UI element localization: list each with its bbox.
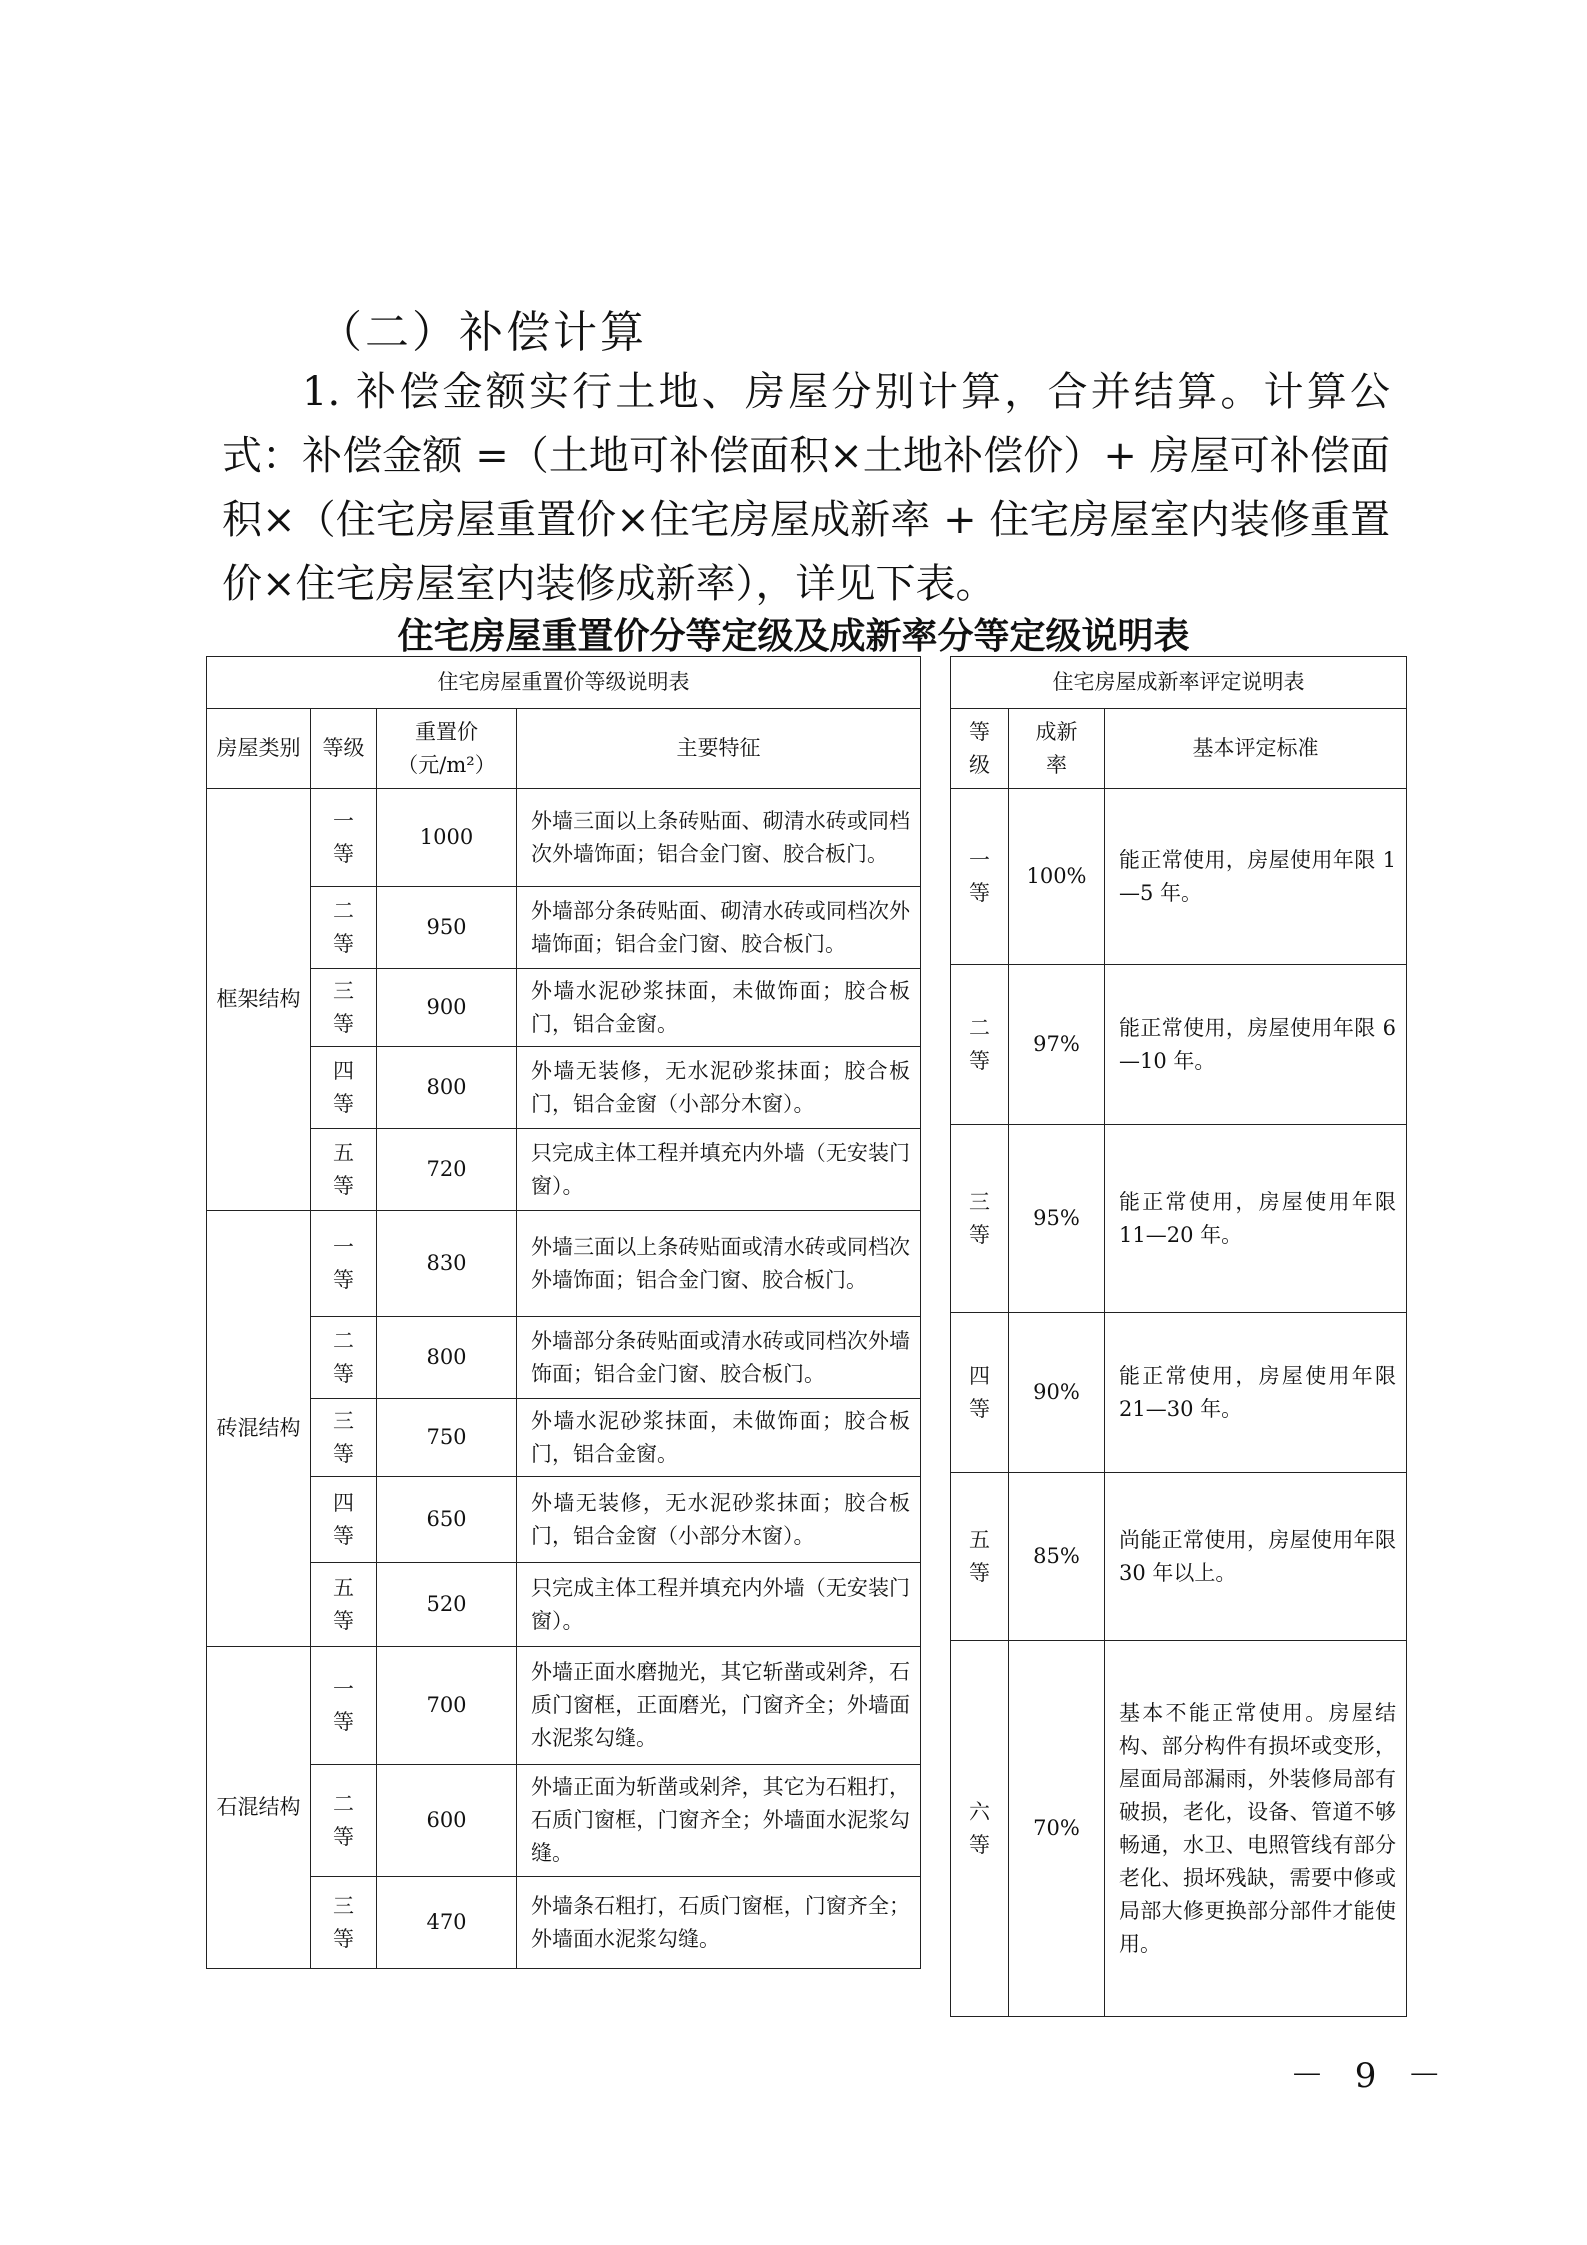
table-row <box>951 1313 1407 1473</box>
table-row <box>207 887 921 969</box>
header-rate: 成新率 <box>1009 709 1105 789</box>
table-row <box>207 1317 921 1399</box>
standard-cell: 能正常使用，房屋使用年限 6—10 年。 <box>1105 965 1407 1125</box>
rate-cell: 70% <box>1009 1641 1105 2017</box>
table-row <box>207 1399 921 1477</box>
grade-cell: 三等 <box>311 1399 377 1477</box>
table-row <box>207 789 921 887</box>
grade-cell: 一等 <box>311 789 377 887</box>
price-cell: 800 <box>377 1047 517 1129</box>
features-cell: 只完成主体工程并填充内外墙（无安装门窗）。 <box>517 1563 921 1647</box>
table-row <box>207 1765 921 1877</box>
grade-cell: 一等 <box>311 1211 377 1317</box>
table-row <box>207 969 921 1047</box>
table-title-row <box>207 657 921 709</box>
standard-cell: 能正常使用，房屋使用年限 11—20 年。 <box>1105 1125 1407 1313</box>
body-paragraph <box>222 360 1390 616</box>
features-cell: 只完成主体工程并填充内外墙（无安装门窗）。 <box>517 1129 921 1211</box>
table-row <box>951 1125 1407 1313</box>
price-cell: 800 <box>377 1317 517 1399</box>
features-cell: 外墙正面水磨抛光，其它斩凿或剁斧，石质门窗框，正面磨光，门窗齐全；外墙面水泥浆勾缝。 <box>517 1647 921 1765</box>
features-cell: 外墙水泥砂浆抹面，未做饰面；胶合板门，铝合金窗。 <box>517 969 921 1047</box>
section-heading: （二）补偿计算 <box>318 307 647 358</box>
features-cell: 外墙无装修，无水泥砂浆抹面；胶合板门，铝合金窗（小部分木窗）。 <box>517 1047 921 1129</box>
features-cell: 外墙三面以上条砖贴面或清水砖或同档次外墙饰面；铝合金门窗、胶合板门。 <box>517 1211 921 1317</box>
standard-cell: 能正常使用，房屋使用年限 1—5 年。 <box>1105 789 1407 965</box>
table-row <box>207 1047 921 1129</box>
replacement-price-table <box>206 656 921 1969</box>
grade-cell: 二等 <box>951 965 1009 1125</box>
grade-cell: 四等 <box>951 1313 1009 1473</box>
header-grade: 等级 <box>951 709 1009 789</box>
table-row <box>207 1877 921 1969</box>
header-features: 主要特征 <box>517 709 921 789</box>
grade-cell: 四等 <box>311 1047 377 1129</box>
grade-cell: 五等 <box>311 1563 377 1647</box>
structure-type-cell: 框架结构 <box>207 789 311 1211</box>
rate-cell: 97% <box>1009 965 1105 1125</box>
rate-cell: 100% <box>1009 789 1105 965</box>
table-header-row <box>951 709 1407 789</box>
grade-cell: 四等 <box>311 1477 377 1563</box>
grade-cell: 一等 <box>951 789 1009 965</box>
table-row <box>207 1129 921 1211</box>
header-standard: 基本评定标准 <box>1105 709 1407 789</box>
grade-cell: 二等 <box>311 887 377 969</box>
table-row <box>951 1641 1407 2017</box>
table-header-row <box>207 709 921 789</box>
table-row <box>951 789 1407 965</box>
table-row <box>207 1211 921 1317</box>
price-cell: 750 <box>377 1399 517 1477</box>
table-caption: 住宅房屋重置价分等定级及成新率分等定级说明表 <box>397 616 1190 657</box>
right-table-title: 住宅房屋成新率评定说明表 <box>951 657 1407 709</box>
grade-cell: 五等 <box>951 1473 1009 1641</box>
price-cell: 1000 <box>377 789 517 887</box>
standard-cell: 基本不能正常使用。房屋结构、部分构件有损坏或变形，屋面局部漏雨，外装修局部有破损，老化，设备、管道不够畅通，水卫、电照管线有部分老化、损坏残缺，需要中修或局部大修更换部分部件才能使用。 <box>1105 1641 1407 2017</box>
header-price: 重置价（元/m²） <box>377 709 517 789</box>
grade-cell: 二等 <box>311 1317 377 1399</box>
features-cell: 外墙部分条砖贴面、砌清水砖或同档次外墙饰面；铝合金门窗、胶合板门。 <box>517 887 921 969</box>
price-cell: 830 <box>377 1211 517 1317</box>
price-cell: 600 <box>377 1765 517 1877</box>
header-house-type: 房屋类别 <box>207 709 311 789</box>
structure-type-cell: 石混结构 <box>207 1647 311 1969</box>
table-title-row <box>951 657 1407 709</box>
price-cell: 520 <box>377 1563 517 1647</box>
grade-cell: 三等 <box>311 969 377 1047</box>
rate-cell: 85% <box>1009 1473 1105 1641</box>
features-cell: 外墙三面以上条砖贴面、砌清水砖或同档次外墙饰面；铝合金门窗、胶合板门。 <box>517 789 921 887</box>
left-table-title: 住宅房屋重置价等级说明表 <box>207 657 921 709</box>
grade-cell: 三等 <box>311 1877 377 1969</box>
grade-cell: 一等 <box>311 1647 377 1765</box>
grade-cell: 五等 <box>311 1129 377 1211</box>
price-cell: 470 <box>377 1877 517 1969</box>
header-grade: 等级 <box>311 709 377 789</box>
grade-cell: 六等 <box>951 1641 1009 2017</box>
table-row <box>951 1473 1407 1641</box>
rate-cell: 95% <box>1009 1125 1105 1313</box>
structure-type-cell: 砖混结构 <box>207 1211 311 1647</box>
table-row <box>951 965 1407 1125</box>
features-cell: 外墙水泥砂浆抹面，未做饰面；胶合板门，铝合金窗。 <box>517 1399 921 1477</box>
price-cell: 720 <box>377 1129 517 1211</box>
table-row <box>207 1647 921 1765</box>
price-cell: 950 <box>377 887 517 969</box>
features-cell: 外墙条石粗打，石质门窗框，门窗齐全；外墙面水泥浆勾缝。 <box>517 1877 921 1969</box>
page-number: － 9 － <box>1290 2056 1452 2096</box>
grade-cell: 二等 <box>311 1765 377 1877</box>
features-cell: 外墙正面为斩凿或剁斧，其它为石粗打，石质门窗框，门窗齐全；外墙面水泥浆勾缝。 <box>517 1765 921 1877</box>
price-cell: 650 <box>377 1477 517 1563</box>
grade-cell: 三等 <box>951 1125 1009 1313</box>
standard-cell: 能正常使用，房屋使用年限 21—30 年。 <box>1105 1313 1407 1473</box>
table-row <box>207 1563 921 1647</box>
formula-paragraph: 1. 补偿金额实行土地、房屋分别计算，合并结算。计算公式：补偿金额 =（土地可补偿面积×土地补偿价）+ 房屋可补偿面积×（住宅房屋重置价×住宅房屋成新率 + 住宅房屋室内装修重置价×住宅房屋室内装修成新率），详见下表。 <box>222 369 1390 607</box>
table-row <box>207 1477 921 1563</box>
price-cell: 700 <box>377 1647 517 1765</box>
standard-cell: 尚能正常使用，房屋使用年限 30 年以上。 <box>1105 1473 1407 1641</box>
price-cell: 900 <box>377 969 517 1047</box>
features-cell: 外墙部分条砖贴面或清水砖或同档次外墙饰面；铝合金门窗、胶合板门。 <box>517 1317 921 1399</box>
rate-cell: 90% <box>1009 1313 1105 1473</box>
features-cell: 外墙无装修，无水泥砂浆抹面；胶合板门，铝合金窗（小部分木窗）。 <box>517 1477 921 1563</box>
depreciation-rate-table <box>950 656 1407 2017</box>
